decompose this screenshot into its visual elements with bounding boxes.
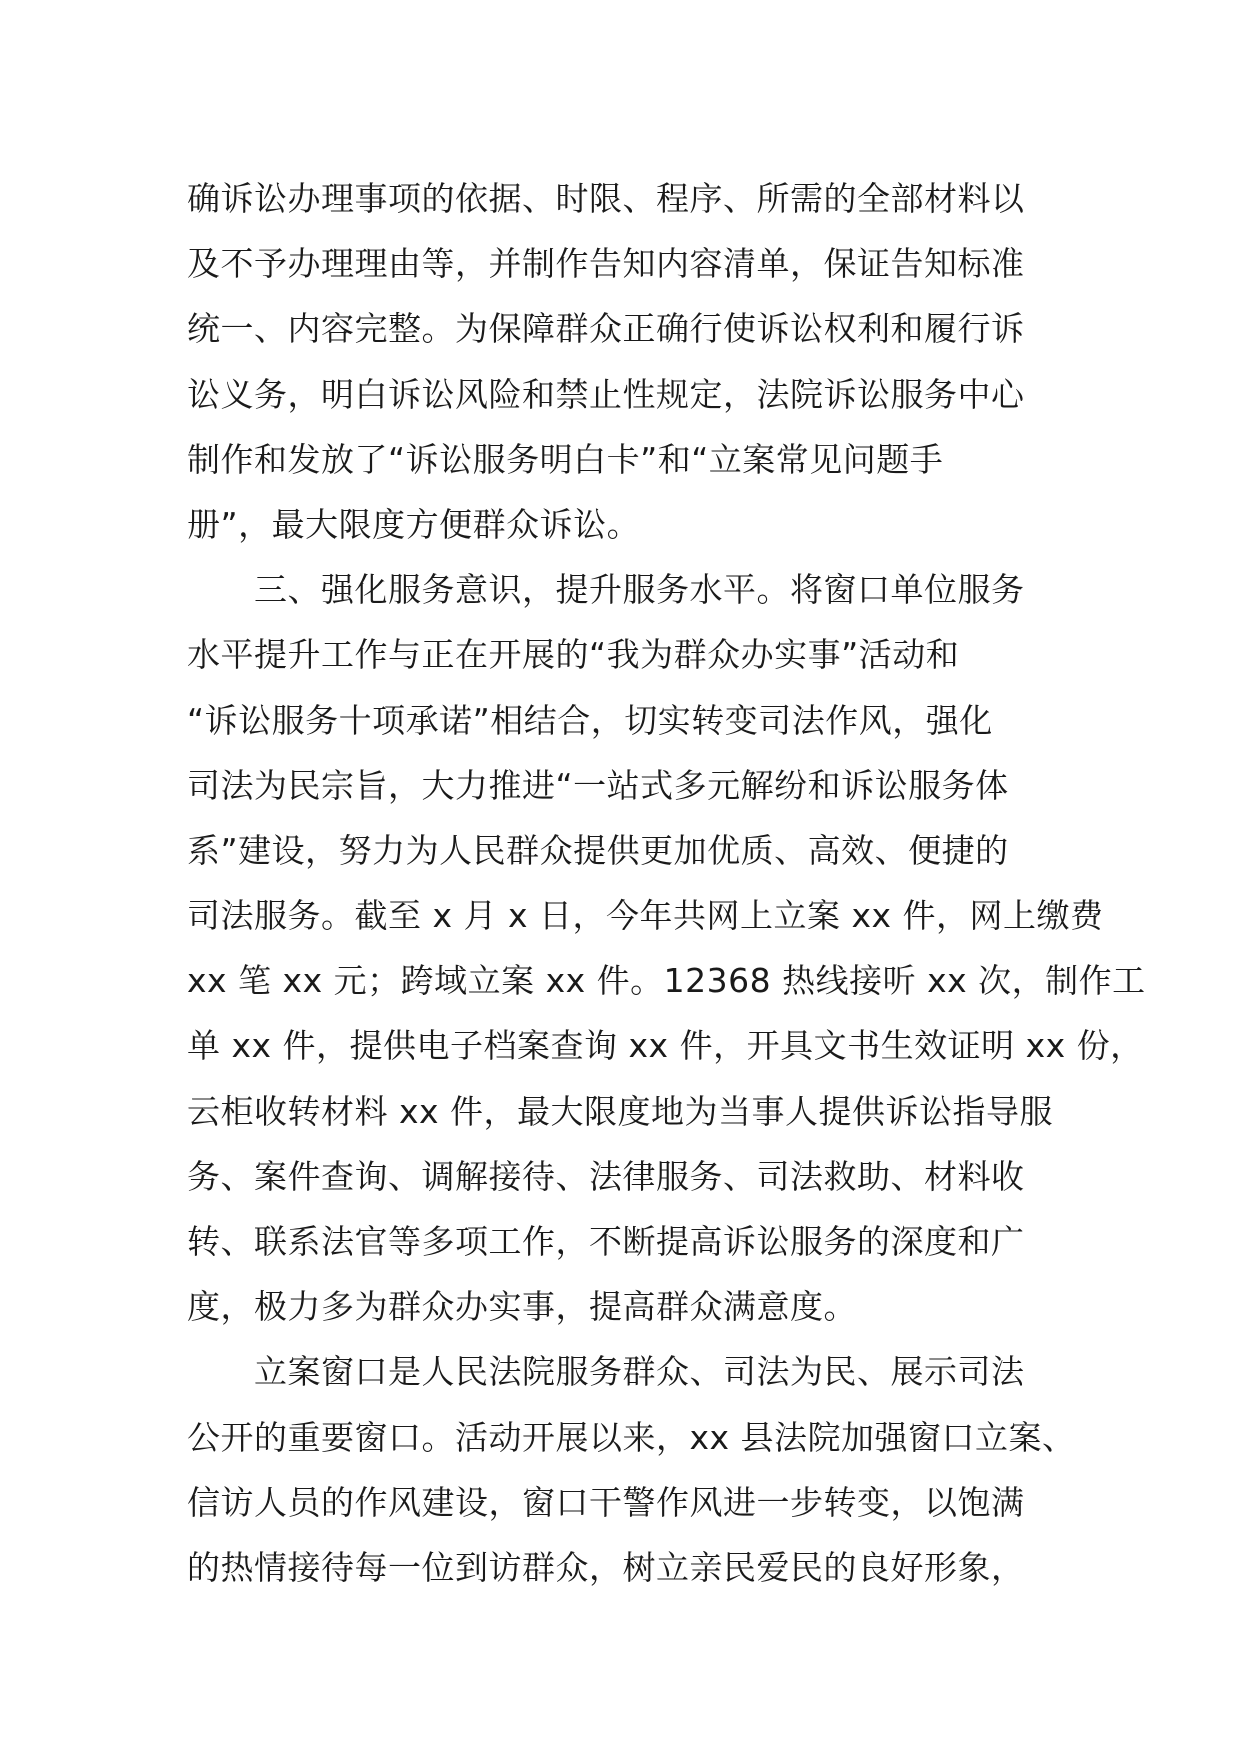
text-line: xx 笔 xx 元；跨域立案 xx 件。12368 热线接听 xx 次，制作工 xyxy=(187,961,1146,1001)
text-line: 的热情接待每一位到访群众，树立亲民爱民的良好形象， xyxy=(187,1547,1025,1587)
text-line: 确诉讼办理事项的依据、时限、程序、所需的全部材料以 xyxy=(187,179,1025,218)
text-line: 信访人员的作风建设，窗口干警作风进一步转变，以饱满 xyxy=(187,1482,1025,1522)
paragraph-continuation xyxy=(187,166,1087,557)
text-line: 司法服务。截至 x 月 x 日，今年共网上立案 xx 件，网上缴费 xyxy=(187,896,1104,936)
text-line: 讼义务，明白诉讼风险和禁止性规定，法院诉讼服务中心 xyxy=(187,374,1025,414)
text-line: 云柜收转材料 xx 件，最大限度地为当事人提供诉讼指导服 xyxy=(187,1091,1054,1131)
text-line: 统一、内容完整。为保障群众正确行使诉讼权利和履行诉 xyxy=(187,309,1025,349)
text-line: 立案窗口是人民法院服务群众、司法为民、展示司法 xyxy=(254,1352,1025,1392)
text-line: 水平提升工作与正在开展的“我为群众办实事”活动和 xyxy=(187,635,960,675)
text-line: 系”建设，努力为人民群众提供更加优质、高效、便捷的 xyxy=(187,830,1009,870)
paragraph-filing-window xyxy=(187,1339,1087,1600)
text-line: 及不予办理理由等，并制作告知内容清单，保证告知标准 xyxy=(187,244,1025,284)
text-line: 司法为民宗旨，大力推进“一站式多元解纷和诉讼服务体 xyxy=(187,765,1009,805)
body-text xyxy=(187,166,1146,1600)
text-line: 册”，最大限度方便群众诉讼。 xyxy=(187,504,641,544)
text-line: 度，极力多为群众办实事，提高群众满意度。 xyxy=(187,1287,857,1327)
text-line: 单 xx 件，提供电子档案查询 xx 件，开具文书生效证明 xx 份， xyxy=(187,1026,1144,1066)
text-line: 务、案件查询、调解接待、法律服务、司法救助、材料收 xyxy=(187,1156,1025,1196)
text-line: 转、联系法官等多项工作，不断提高诉讼服务的深度和广 xyxy=(187,1222,1025,1261)
text-line: 制作和发放了“诉讼服务明白卡”和“立案常见问题手 xyxy=(187,439,944,479)
paragraph-section-three xyxy=(187,557,1146,1339)
text-line: 三、强化服务意识，提升服务水平。将窗口单位服务 xyxy=(254,570,1025,610)
text-line: 公开的重要窗口。活动开展以来，xx 县法院加强窗口立案、 xyxy=(187,1417,1076,1457)
text-line: “诉讼服务十项承诺”相结合，切实转变司法作风，强化 xyxy=(187,700,993,740)
